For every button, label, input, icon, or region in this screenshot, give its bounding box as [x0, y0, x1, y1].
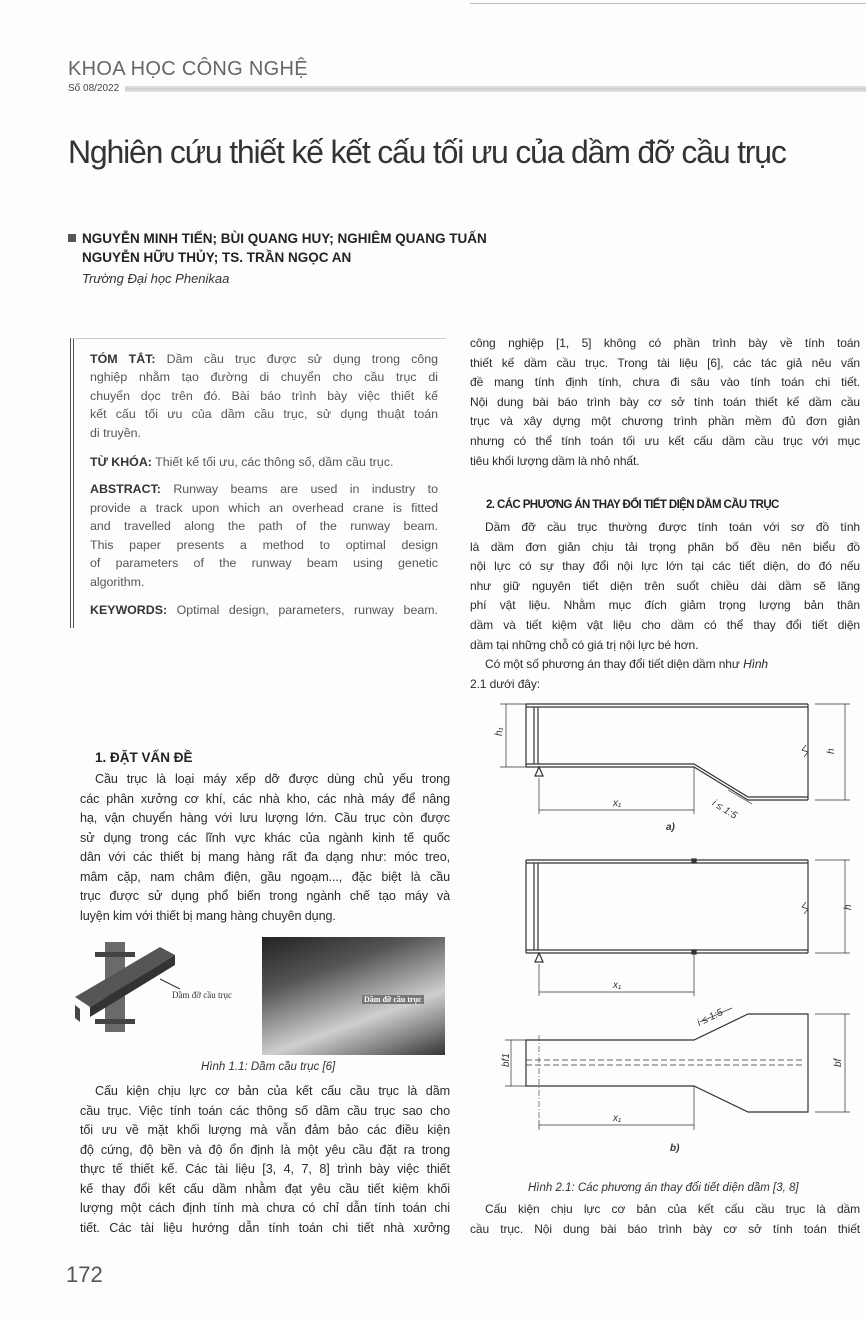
- body-line: là dầm đơn giản chịu tải trọng phân bố đều nên biểu đồ: [470, 539, 860, 554]
- text: Dầm cầu trục được sử dụng trong công: [155, 352, 438, 366]
- journal-section: KHOA HỌC CÔNG NGHỆ: [68, 58, 308, 80]
- section-1-heading: 1. ĐẶT VẤN ĐỀ: [95, 750, 193, 765]
- body-line: như giữ nguyên tiết diện trên suốt chiều dài dầm sẽ lãng: [470, 578, 860, 593]
- tukhoa-line: [90, 453, 438, 471]
- dim-x1: x₁: [613, 1113, 622, 1124]
- body-line: tiết. Các tài liệu hướng dẫn tính toán chi tiết nhà xưởng: [80, 1220, 450, 1235]
- tomtat-line: nghiệp nhằm tạo đường di chuyển cho cầu trục di: [90, 370, 438, 384]
- dim-x1: x₁: [613, 980, 622, 991]
- keywords-line: [90, 601, 438, 619]
- body-line: phí vật liệu. Nhằm mục đích giảm trọng lượng bản thân: [470, 598, 860, 613]
- abstract-line: algorithm.: [90, 575, 145, 589]
- text: Runway beams are used in industry to: [160, 482, 438, 496]
- text: Optimal design, parameters, runway beam.: [167, 603, 438, 617]
- bullet-square-icon: [68, 234, 76, 242]
- dim-h: h: [826, 748, 837, 754]
- body-line: thiết kế dầm cầu trục. Trong tài liệu [6], các tác giả nêu vấn: [470, 355, 860, 370]
- body-line: dầm tại những chỗ có giá trị nội lực bé hơn.: [470, 637, 699, 652]
- slope-label: i ≤ 1:5: [695, 1007, 725, 1029]
- body-line: Cấu kiện chịu lực cơ bản của kết cấu cầu trục là dầm: [485, 1202, 860, 1216]
- body-line: trục được sử dụng phổ biến trong ngành chế tạo máy và: [80, 889, 450, 903]
- tomtat-line: di truyền.: [90, 426, 141, 440]
- affiliation: Trường Đại học Phenikaa: [82, 271, 230, 286]
- keywords-label: KEYWORDS:: [90, 603, 168, 617]
- abstract-box: [70, 338, 446, 628]
- beam-b: [526, 859, 850, 996]
- slope-label: i ≤ 1:5: [709, 797, 739, 822]
- body-line: cầu trục. Nội dung bài báo trình bày cơ sở tính toán thiết: [470, 1222, 860, 1236]
- body-line: tối ưu về mặt khối lượng mà vẫn đảm bảo các điều kiện: [80, 1123, 450, 1137]
- abstract-line: of parameters of the runway beam using genetic: [90, 556, 438, 570]
- tomtat-line: chuyển dọc trên đó. Bài báo trình bày việc thiết kế: [90, 389, 438, 403]
- label-a: a): [666, 822, 675, 833]
- section-2-heading: 2. CÁC PHƯƠNG ÁN THAY ĐỔI TIẾT DIỆN DẦM CẦU TRỤC: [486, 499, 779, 511]
- beam-top-view: [505, 1008, 850, 1130]
- figure-2-1-drawing: [470, 690, 866, 1165]
- body-line: dầm và tiết kiệm vật liệu cho dầm có thể thay đổi tiết diện: [470, 618, 860, 632]
- body-line: thực tế thiết kế. Các tài liệu [3, 4, 7, 8] trình bày việc thiết: [80, 1162, 450, 1176]
- body-line: trục và xây dựng một chương trình phần mềm đủ đơn giản: [470, 414, 860, 429]
- body-line: luyện kim với thiết bị mang hàng chuyên dụng.: [80, 908, 336, 923]
- authors-line-1: [68, 231, 487, 246]
- body-line: kế thay đổi kết cấu dầm nhằm đạt yêu cầu tiết kiệm khối: [80, 1181, 450, 1196]
- top-rule: [470, 3, 866, 4]
- text: Thiết kế tối ưu, các thông số, dầm cầu trục.: [151, 455, 394, 469]
- label-b: b): [670, 1143, 680, 1154]
- figure-1-caption: Hình 1.1: Dầm cầu trục [6]: [201, 1061, 336, 1073]
- authors-line-2: NGUYỄN HỮU THỦY; TS. TRẦN NGỌC AN: [82, 250, 352, 265]
- abstract-line: [90, 480, 438, 498]
- body-line: Cầu trục là loại máy xếp dỡ được dùng chủ yếu trong: [95, 772, 450, 786]
- tomtat-line: [90, 350, 438, 368]
- body-line: cầu trục. Việc tính toán các thông số dầm cầu trục sao cho: [80, 1103, 450, 1118]
- body-line: lượng một cách định tính mà chưa có chỉ dẫn tính toán chi: [80, 1201, 450, 1215]
- abstract-line: provide a track upon which an overhead crane is fitted: [90, 501, 438, 515]
- body-line: Cấu kiện chịu lực cơ bản của kết cấu cầu trục là dầm: [95, 1084, 450, 1098]
- body-line: sử dụng trong các lĩnh vực khác của ngành kinh tế quốc: [80, 830, 450, 845]
- tomtat-label: TÓM TẮT:: [90, 352, 156, 366]
- dim-bf1: bf1: [501, 1053, 512, 1067]
- abstract-label: ABSTRACT:: [90, 482, 161, 496]
- photo-label: Dầm đỡ cầu trục: [364, 995, 422, 1004]
- dim-h1: h₁: [494, 727, 505, 736]
- body-line: hạ, vận chuyển hàng với lưu lượng lớn. Cầu trục còn được: [80, 811, 450, 825]
- abstract-line: This paper presents a method to optimal design: [90, 538, 438, 552]
- crane-beam-photo: [262, 937, 445, 1055]
- body-line: nội lực có sự thay đổi nội lực lớn tại các tiết diện, do đó nếu: [470, 559, 860, 574]
- beam-3d-illustration: [75, 937, 245, 1037]
- dim-h: h: [843, 904, 854, 910]
- page-number: 172: [66, 1262, 103, 1287]
- issue-number: Số 08/2022: [68, 83, 120, 94]
- tukhoa-label: TỪ KHÓA:: [90, 455, 152, 469]
- figure-2-caption: Hình 2.1: Các phương án thay đổi tiết diện dầm [3, 8]: [528, 1182, 799, 1194]
- article-title: Nghiên cứu thiết kế kết cấu tối ưu của dầm đỡ cầu trục: [68, 134, 786, 170]
- body-line: nhưng có thể tính toán tối ưu kết cấu dầm cầu trục với mục: [470, 434, 860, 448]
- text: Có một số phương án thay đổi tiết diện dầm như: [485, 657, 744, 671]
- body-line: [470, 655, 860, 674]
- beam-label: Dầm đỡ cầu trục: [172, 990, 232, 1000]
- body-line: đề mang tính định tính, chưa đi sâu vào tính toán chi tiết.: [470, 375, 860, 390]
- authors-text: NGUYỄN MINH TIẾN; BÙI QUANG HUY; NGHIÊM QUANG TUẤN: [82, 231, 487, 246]
- dim-x1: x₁: [613, 798, 622, 809]
- body-line: công nghiệp [1, 5] không có phần trình bày về tính toán: [470, 336, 860, 350]
- body-line: dân với các thiết bị mang hàng rất đa dạng như: móc treo,: [80, 850, 450, 864]
- header-bar: [125, 86, 866, 92]
- body-line: các phân xưởng cơ khí, các nhà kho, các nhà máy để nâng: [80, 791, 450, 806]
- figure-ref: Hình: [743, 657, 769, 671]
- body-line: Dầm đỡ cầu trục thường được tính toán với sơ đồ tính: [485, 520, 860, 534]
- beam-a: [500, 704, 850, 814]
- body-line: độ cứng, độ bền và độ ổn định là một yêu cầu đặt ra trong: [80, 1142, 450, 1157]
- dim-bf: bf: [833, 1058, 844, 1067]
- tomtat-line: kết cấu tối ưu của dầm cầu trục, sử dụng thuật toán: [90, 407, 438, 421]
- body-line: 2.1 dưới đây:: [470, 677, 540, 691]
- body-line: tiêu khối lượng dầm là nhỏ nhất.: [470, 453, 640, 468]
- abstract-line: and travelled along the path of the runway beam.: [90, 519, 438, 533]
- body-line: Nội dung bài báo trình bày cơ sở tính toán thiết kế dầm cầu: [470, 394, 860, 409]
- body-line: mâm cặp, nam châm điện, gầu ngoạm..., đặc biệt là cầu: [80, 869, 450, 884]
